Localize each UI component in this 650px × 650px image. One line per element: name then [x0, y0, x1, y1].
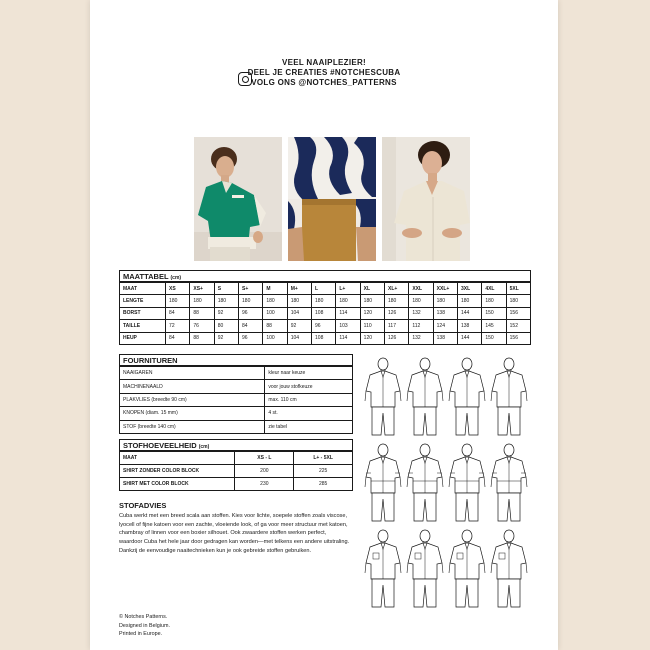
- size-value-cell: 96: [312, 320, 336, 332]
- photo-printed-shirt: [288, 137, 376, 261]
- size-header-cell: XS: [166, 283, 190, 295]
- stofhoeveelheid-header-row: [120, 452, 353, 465]
- size-value-cell: 180: [287, 295, 311, 307]
- size-header-cell: S: [214, 283, 238, 295]
- fournituren-value: voor jouw stofkeuze: [265, 380, 353, 393]
- size-value-cell: 120: [360, 307, 384, 319]
- size-value-cell: 144: [457, 307, 481, 319]
- stof-header-range-a: XS - L: [235, 452, 294, 465]
- size-value-cell: 180: [482, 295, 506, 307]
- footer-printed: Printed in Europe.: [119, 631, 163, 637]
- stofhoeveelheid-table: [119, 439, 353, 491]
- size-value-cell: 88: [263, 320, 287, 332]
- size-value-cell: 100: [263, 332, 287, 344]
- size-value-cell: 96: [239, 307, 263, 319]
- stof-value-b: 225: [294, 465, 353, 478]
- size-table: [119, 270, 531, 345]
- size-value-cell: 80: [214, 320, 238, 332]
- stof-header-maat: MAAT: [120, 452, 235, 465]
- size-value-cell: 84: [166, 332, 190, 344]
- size-value-cell: 112: [409, 320, 433, 332]
- stof-value-b: 285: [294, 478, 353, 491]
- stof-row-label: SHIRT MET COLOR BLOCK: [120, 478, 235, 491]
- size-value-cell: 114: [336, 332, 360, 344]
- header-line-3: VOLG ONS @NOTCHES_PATTERNS: [251, 78, 397, 87]
- fournituren-item: MACHINENAALD: [120, 380, 265, 393]
- size-table-title: [119, 270, 531, 282]
- technical-drawings: [362, 357, 532, 609]
- size-value-cell: 156: [506, 307, 530, 319]
- size-value-cell: 88: [190, 307, 214, 319]
- size-value-cell: 132: [409, 307, 433, 319]
- technical-figure-plain: [446, 357, 488, 437]
- size-value-cell: 117: [385, 320, 409, 332]
- size-value-cell: 180: [190, 295, 214, 307]
- photo-cream-shirt: [382, 137, 470, 261]
- technical-figure-pocket: [446, 529, 488, 609]
- header-line-1: VEEL NAAIPLEZIER!: [281, 58, 367, 67]
- size-value-cell: 96: [239, 332, 263, 344]
- size-value-cell: 152: [506, 320, 530, 332]
- size-table-title-text: MAATTABEL: [123, 272, 169, 281]
- fournituren-item: STOF (breedte 140 cm): [120, 420, 265, 433]
- size-value-cell: 108: [312, 332, 336, 344]
- size-value-cell: 180: [433, 295, 457, 307]
- size-value-cell: 126: [385, 307, 409, 319]
- size-value-cell: 92: [214, 332, 238, 344]
- fournituren-value: kleur naar keuze: [265, 367, 353, 380]
- size-header-cell: S+: [239, 283, 263, 295]
- technical-figure-colorblock: [404, 443, 446, 523]
- size-value-cell: 100: [263, 307, 287, 319]
- header-line-2: DEEL JE CREATIES #NOTCHESCUBA: [247, 68, 401, 77]
- size-header-cell: M: [263, 283, 287, 295]
- size-value-cell: 88: [190, 332, 214, 344]
- technical-figure-pocket: [404, 529, 446, 609]
- stofhoeveelheid-unit: (cm): [198, 444, 210, 450]
- stofhoeveelheid-row: [120, 478, 353, 491]
- fournituren-row: [120, 380, 353, 393]
- stofadvies: [119, 501, 351, 556]
- technical-figure-pocket: [362, 529, 404, 609]
- fournituren-table: [119, 354, 353, 434]
- size-table-header-row: [120, 283, 531, 295]
- stofadvies-text: Cuba werkt met een breed scala aan stoffen. Kies voor lichte, soepele stoffen zoals viscose, lyocell of fijne katoen voor een zachte, vloeiende look, of ga voor meer structuur met katoen, chambray of linnen voor een boxier silhouet. Ook zwaardere stoffen werken perfect, waardoor Cuba het hele jaar door gedragen kan worden—met telkens een andere uitstraling. Dankzij de eenvoudige naaitechnieken kun je ook gebreide stoffen gebruiken.: [119, 513, 350, 554]
- size-header-cell: XXL: [409, 283, 433, 295]
- size-header-cell: 5XL: [506, 283, 530, 295]
- size-value-cell: 145: [482, 320, 506, 332]
- technical-figure-plain: [488, 357, 530, 437]
- size-value-cell: 138: [433, 307, 457, 319]
- footer: [119, 613, 170, 639]
- size-header-cell: 3XL: [457, 283, 481, 295]
- stof-row-label: SHIRT ZONDER COLOR BLOCK: [120, 465, 235, 478]
- size-value-cell: 76: [190, 320, 214, 332]
- size-value-cell: 120: [360, 332, 384, 344]
- fournituren-value: 4 st.: [265, 407, 353, 420]
- size-value-cell: 180: [166, 295, 190, 307]
- size-value-cell: 180: [312, 295, 336, 307]
- technical-figure-plain: [404, 357, 446, 437]
- photo-green-shirt: [194, 137, 282, 261]
- fournituren-item: KNOPEN (diam. 15 mm): [120, 407, 265, 420]
- header: [90, 58, 558, 87]
- technical-figure-pocket: [488, 529, 530, 609]
- pattern-sheet: [90, 0, 558, 650]
- size-header-cell: 4XL: [482, 283, 506, 295]
- size-value-cell: 104: [287, 332, 311, 344]
- size-value-cell: 103: [336, 320, 360, 332]
- size-value-cell: 180: [263, 295, 287, 307]
- size-value-cell: 144: [457, 332, 481, 344]
- size-value-cell: 180: [457, 295, 481, 307]
- size-value-cell: 84: [166, 307, 190, 319]
- stof-value-a: 200: [235, 465, 294, 478]
- technical-figure-colorblock: [446, 443, 488, 523]
- stofadvies-title: STOFADVIES: [119, 501, 167, 510]
- background-right: [558, 0, 650, 650]
- fournituren-grid: [119, 366, 353, 434]
- size-row-label: TAILLE: [120, 320, 166, 332]
- fournituren-item: PLAKVLIES (breedte 90 cm): [120, 393, 265, 406]
- stofhoeveelheid-row: [120, 465, 353, 478]
- instagram-icon: [238, 72, 252, 86]
- size-value-cell: 104: [287, 307, 311, 319]
- size-table-row: [120, 320, 531, 332]
- size-row-label: BORST: [120, 307, 166, 319]
- size-header-cell: XXL+: [433, 283, 457, 295]
- size-row-label: LENGTE: [120, 295, 166, 307]
- size-table-unit: (cm): [170, 275, 182, 281]
- stofhoeveelheid-title: [119, 439, 353, 451]
- size-header-cell: M+: [287, 283, 311, 295]
- fournituren-row: [120, 407, 353, 420]
- size-value-cell: 84: [239, 320, 263, 332]
- size-value-cell: 72: [166, 320, 190, 332]
- size-value-cell: 110: [360, 320, 384, 332]
- size-value-cell: 138: [457, 320, 481, 332]
- stof-value-a: 230: [235, 478, 294, 491]
- size-header-cell: L+: [336, 283, 360, 295]
- size-value-cell: 150: [482, 332, 506, 344]
- size-table-grid: [119, 282, 531, 345]
- fournituren-row: [120, 367, 353, 380]
- fournituren-item: NAAIGAREN: [120, 367, 265, 380]
- size-value-cell: 180: [506, 295, 530, 307]
- size-header-cell: L: [312, 283, 336, 295]
- fournituren-row: [120, 393, 353, 406]
- size-value-cell: 114: [336, 307, 360, 319]
- size-value-cell: 108: [312, 307, 336, 319]
- stof-header-range-b: L+ - 5XL: [294, 452, 353, 465]
- fournituren-value: zie tabel: [265, 420, 353, 433]
- size-header-cell: XS+: [190, 283, 214, 295]
- footer-designed: Designed in Belgium.: [119, 622, 170, 629]
- size-value-cell: 124: [433, 320, 457, 332]
- technical-figure-colorblock: [362, 443, 404, 523]
- size-value-cell: 132: [409, 332, 433, 344]
- stofhoeveelheid-title-text: STOFHOEVEELHEID: [123, 441, 197, 450]
- size-row-label: HEUP: [120, 332, 166, 344]
- size-table-row: [120, 307, 531, 319]
- size-value-cell: 180: [385, 295, 409, 307]
- size-value-cell: 138: [433, 332, 457, 344]
- size-value-cell: 150: [482, 307, 506, 319]
- footer-copyright: © Notches Patterns.: [119, 614, 168, 620]
- size-value-cell: 92: [287, 320, 311, 332]
- size-table-row: [120, 332, 531, 344]
- technical-figure-plain: [362, 357, 404, 437]
- size-header-label: MAAT: [120, 283, 166, 295]
- size-table-row: [120, 295, 531, 307]
- stofhoeveelheid-grid: [119, 451, 353, 491]
- size-header-cell: XL+: [385, 283, 409, 295]
- fournituren-title: FOURNITUREN: [119, 354, 353, 366]
- size-value-cell: 180: [239, 295, 263, 307]
- size-value-cell: 126: [385, 332, 409, 344]
- size-value-cell: 92: [214, 307, 238, 319]
- fournituren-row: [120, 420, 353, 433]
- size-value-cell: 180: [409, 295, 433, 307]
- size-value-cell: 180: [360, 295, 384, 307]
- size-value-cell: 156: [506, 332, 530, 344]
- fournituren-value: max. 110 cm: [265, 393, 353, 406]
- technical-figure-colorblock: [488, 443, 530, 523]
- size-value-cell: 180: [214, 295, 238, 307]
- size-value-cell: 180: [336, 295, 360, 307]
- background-left: [0, 0, 90, 650]
- size-header-cell: XL: [360, 283, 384, 295]
